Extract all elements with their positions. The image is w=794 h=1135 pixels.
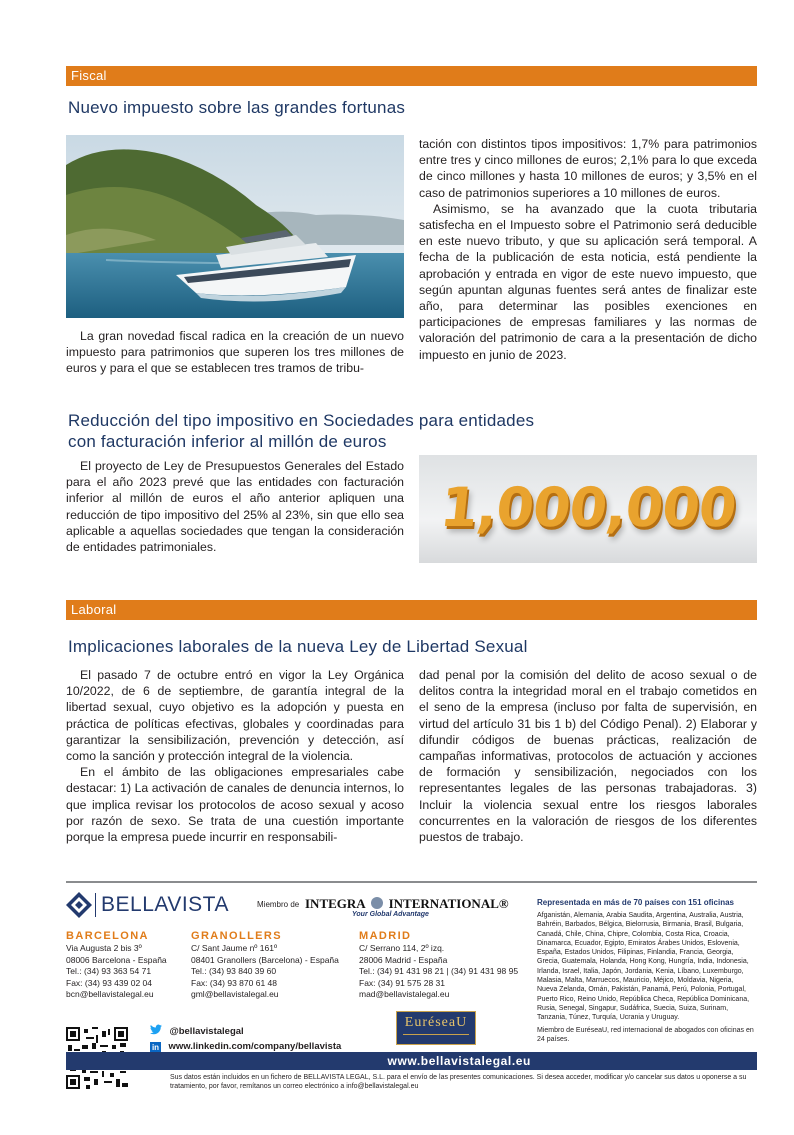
article-title-grandes-fortunas: Nuevo impuesto sobre las grandes fortunas <box>68 98 406 117</box>
office-email[interactable]: gml@bellavistalegal.eu <box>191 989 279 1000</box>
eureseau-name: EuréseaU <box>404 1015 468 1030</box>
article2-body <box>66 458 404 555</box>
office-line: Via Augusta 2 bis 3º <box>66 943 142 953</box>
office-line: Tel.: (34) 91 431 98 21 | (34) 91 431 98 95 <box>359 966 519 977</box>
linkedin-link[interactable] <box>150 1036 342 1052</box>
office-madrid <box>359 930 529 1001</box>
member-label: Miembro de <box>257 900 300 909</box>
article3-col2-text: dad penal por la comisión del delito de acoso sexual o de delitos contra la integridad moral en el trabajo cometidos en el seno de la empresa (incluso por falta de supervisión, en virtud del artículo 31 bis 1 b) del Código Penal). 2) Elaborar y difundir códigos de buenas prácticas, realización de campañas informativas, protocolos de actuación y acciones de formación y sensibilización, negociados con los representantes legales de las personas trabajadoras. 3) Incluir la violencia sexual entre los riesgos laborales concurrentes en la valoración de riesgos de los diferentes puestos de trabajo. <box>419 668 757 845</box>
article3-col1-p2: En el ámbito de las obligaciones empresariales cabe destacar: 1) La activación de canales de denuncia internos, lo que implica revisar los protocolos de acoso sexual y acoso por razón de sexo. Se trata de una cuestión importante porque la empresa puede incurrir en responsabili- <box>66 765 404 845</box>
article2-title-line1: Reducción del tipo impositivo en Sociedades para entidades <box>68 411 535 430</box>
linkedin-icon: in <box>151 1043 160 1052</box>
integra-name2: INTERNATIONAL® <box>388 896 509 911</box>
article2-body-text: El proyecto de Ley de Presupuestos Generales del Estado para el año 2023 prevé que las entidades con facturación inferior al millón de euros el año anterior apliquen una reducción de tipo impositivo del 25% al 23%, sin que ello sea aplicable a aquellas sociedades que tengan la consideración de entidades patrimoniales. <box>66 459 404 555</box>
twitter-icon <box>150 1024 162 1035</box>
article-title-sociedades <box>68 410 534 452</box>
office-email[interactable]: mad@bellavistalegal.eu <box>359 989 450 1000</box>
section-label-laboral: Laboral <box>66 600 757 620</box>
office-line: Fax: (34) 93 439 02 04 <box>66 977 153 988</box>
yacht-photo <box>66 135 404 318</box>
office-granollers <box>191 930 356 1001</box>
office-line: 28006 Madrid - España <box>359 954 448 965</box>
article3-col2 <box>419 667 757 845</box>
office-city-barcelona: BARCELONA <box>66 930 149 942</box>
article-title-libertad-sexual: Implicaciones laborales de la nueva Ley de Libertad Sexual <box>68 637 528 656</box>
brand-name: BELLAVISTA <box>101 893 229 916</box>
eureseau-rule <box>403 1034 469 1038</box>
section-label-fiscal: Fiscal <box>66 66 757 86</box>
office-line: 08401 Granollers (Barcelona) - España <box>191 954 339 965</box>
twitter-link[interactable] <box>150 1021 244 1037</box>
article2-title-line2: con facturación inferior al millón de euros <box>68 432 387 451</box>
article3-col1 <box>66 667 404 845</box>
logo-separator <box>95 893 96 917</box>
million-text: 1,000,000 <box>437 476 739 539</box>
twitter-handle[interactable]: @bellavistalegal <box>169 1026 244 1037</box>
million-image <box>419 455 757 563</box>
office-email[interactable]: bcn@bellavistalegal.eu <box>66 989 154 1000</box>
integra-tagline: Your Global Advantage <box>352 911 429 918</box>
office-barcelona <box>66 930 186 1001</box>
article1-col2-p2: Asimismo, se ha avanzado que la cuota tributaria satisfecha en el Impuesto sobre el Patrimonio será deducible en este nuevo tributo, y que su aplicación será temporal. A fecha de la publicación de esta noticia, está pendiente la aprobación y entrada en vigor de este nuevo impuesto, que según apuntan algunas fuentes será antes de finalizar este año, para determinar las posibles exenciones en participaciones de empresas familiares y las normas de valoración del patrimonio de cara a la presentación de dicho impuesto en junio de 2023. <box>419 201 757 362</box>
office-line: Tel.: (34) 93 363 54 71 <box>66 966 152 977</box>
footer-divider <box>66 881 757 883</box>
eureseau-note: Miembro de EuréseaU, red internacional de abogados con oficinas en 24 países. <box>537 1027 754 1044</box>
website-bar <box>66 1052 757 1070</box>
office-line: Fax: (34) 91 575 28 31 <box>359 977 446 988</box>
article1-col1-text: La gran novedad fiscal radica en la creación de un nuevo impuesto para patrimonios que superen los tres millones de euros y para el que se establecen tres tramos de tribu- <box>66 329 404 376</box>
office-line: C/ Serrano 114, 2º izq. <box>359 943 445 953</box>
article1-col1 <box>66 328 404 377</box>
integra-name: INTEGRA <box>305 896 366 911</box>
linkedin-url[interactable]: www.linkedin.com/company/bellavista <box>168 1041 342 1052</box>
office-line: Tel.: (34) 93 840 39 60 <box>191 966 277 977</box>
article1-col2-p1: tación con distintos tipos impositivos: 1,7% para patrimonios entre tres y cinco millones de euros; 2,1% para lo que exceda de cinco millones y hasta 10 millones de euros; y 3,5% en el caso de patrimonios superiores a 10 millones de euros. <box>419 137 757 200</box>
article1-col2 <box>419 136 757 363</box>
office-line: C/ Sant Jaume nº 161º <box>191 943 278 953</box>
office-city-granollers: GRANOLLERS <box>191 930 282 942</box>
article3-col1-p1: El pasado 7 de octubre entró en vigor la Ley Orgánica 10/2022, de 6 de septiembre, de garantía integral de la libertad sexual, cuyo objetivo es la adopción y puesta en práctica de políticas efectivas, globales y coordinadas para garantizar la sensibilización, prevención y detección, así como la sanción y protección integral de la violencia. <box>66 668 404 764</box>
privacy-notice: Sus datos están incluidos en un fichero de BELLAVISTA LEGAL, S.L. para el envío de las presentes comunicaciones. Si desea acceder, modificar y/o cancelar sus datos u oponerse a su tratamiento, por favor, remítanos un correo electrónico a info@bellavistalegal.eu <box>170 1074 747 1091</box>
office-line: 08006 Barcelona - España <box>66 954 167 965</box>
bellavista-logo-icon <box>66 892 92 918</box>
office-line: Fax: (34) 93 870 61 48 <box>191 977 278 988</box>
office-city-madrid: MADRID <box>359 930 412 942</box>
website-link[interactable]: www.bellavistalegal.eu <box>387 1054 531 1068</box>
represented-title: Representada en más de 70 países con 151 oficinas <box>537 898 734 907</box>
eureseau-logo <box>396 1011 476 1045</box>
globe-icon <box>371 897 383 909</box>
countries-list: Afganistán, Alemania, Arabia Saudita, Argentina, Australia, Austria, Bahréin, Barbados, Bélgica, Bielorrusia, Birmania, Brasil, Bulgaria, Canadá, Chile, China, Chipre, Colombia, Costa Rica, Croacia, Dinamarca, Ecuador, Egipto, Emiratos Árabes Unidos, Eslovenia, España, Estados Unidos, Filipinas, Finlandia, Francia, Georgia, Grecia, Guatemala, Holanda, Hong Kong, Hungría, India, Indonesia, Irlanda, Israel, Italia, Japón, Jordania, Kenia, Líbano, Luxemburgo, Malasia, Malta, Marruecos, Mauricio, Méjico, Moldavia, Nigeria, Nueva Zelanda, Omán, Pakistán, Panamá, Perú, Polonia, Portugal, Puerto Rico, Reino Unido, República Checa, República Dominicana, Rusia, Senegal, Singapur, Sudáfrica, Suecia, Suiza, Surinam, Tanzania, Túnez, Turquía, Ucrania y Uruguay. <box>537 912 750 1022</box>
